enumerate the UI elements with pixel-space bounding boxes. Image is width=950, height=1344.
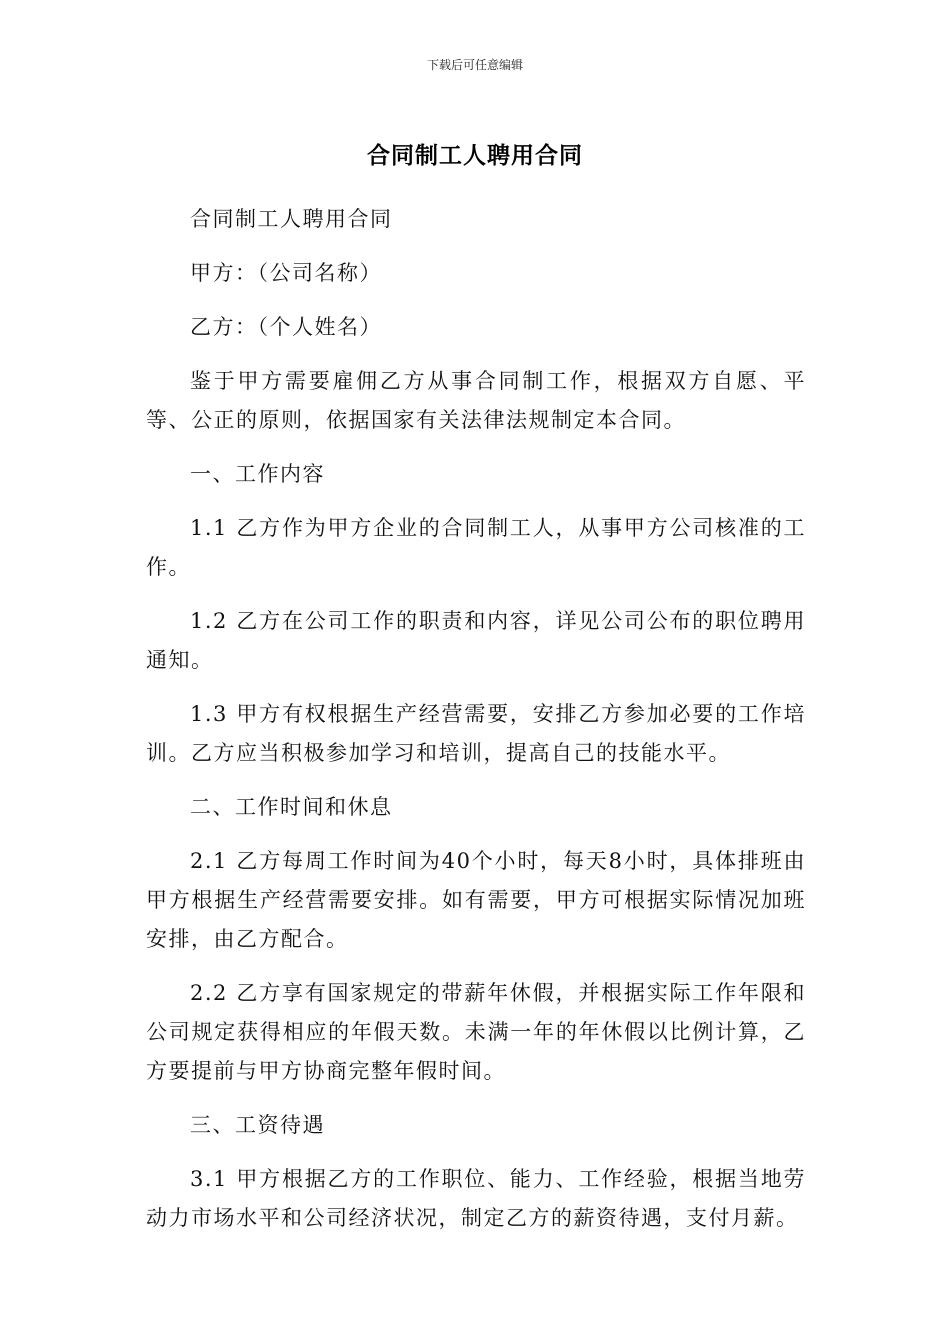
section-heading-salary: 三、工资待遇 (190, 1113, 325, 1137)
document-title: 合同制工人聘用合同 (367, 143, 583, 169)
download-note: 下载后可任意编辑 (426, 58, 523, 72)
clause-2-1: 2.1 乙方每周工作时间为40个小时，每天8小时，具体排班由甲方根据生产经营需要安排。如有需要，甲方可根据实际情况加班安排，由乙方配合。 (146, 849, 806, 951)
clause-1-1: 1.1 乙方作为甲方企业的合同制工人，从事甲方公司核准的工作。 (146, 516, 806, 579)
preamble-paragraph: 鉴于甲方需要雇佣乙方从事合同制工作，根据双方自愿、平等、公正的原则，依据国家有关法律法规制定本合同。 (146, 369, 806, 432)
clause-1-3: 1.3 甲方有权根据生产经营需要，安排乙方参加必要的工作培训。乙方应当积极参加学习和培训，提高自己的技能水平。 (146, 702, 806, 765)
subtitle-line: 合同制工人聘用合同 (190, 207, 393, 231)
section-heading-work-content: 一、工作内容 (190, 462, 325, 486)
party-b-line: 乙方：（个人姓名） (190, 315, 382, 339)
clause-2-2: 2.2 乙方享有国家规定的带薪年休假，并根据实际工作年限和公司规定获得相应的年假天数。未满一年的年休假以比例计算，乙方要提前与甲方协商完整年假时间。 (146, 981, 806, 1083)
document-body (146, 200, 806, 1253)
clause-3-1: 3.1 甲方根据乙方的工作职位、能力、工作经验，根据当地劳动力市场水平和公司经济状况，制定乙方的薪资待遇，支付月薪。 (146, 1167, 806, 1230)
section-heading-work-hours: 二、工作时间和休息 (190, 795, 393, 819)
party-a-line: 甲方：（公司名称） (190, 261, 382, 285)
clause-1-2: 1.2 乙方在公司工作的职责和内容，详见公司公布的职位聘用通知。 (146, 609, 806, 672)
